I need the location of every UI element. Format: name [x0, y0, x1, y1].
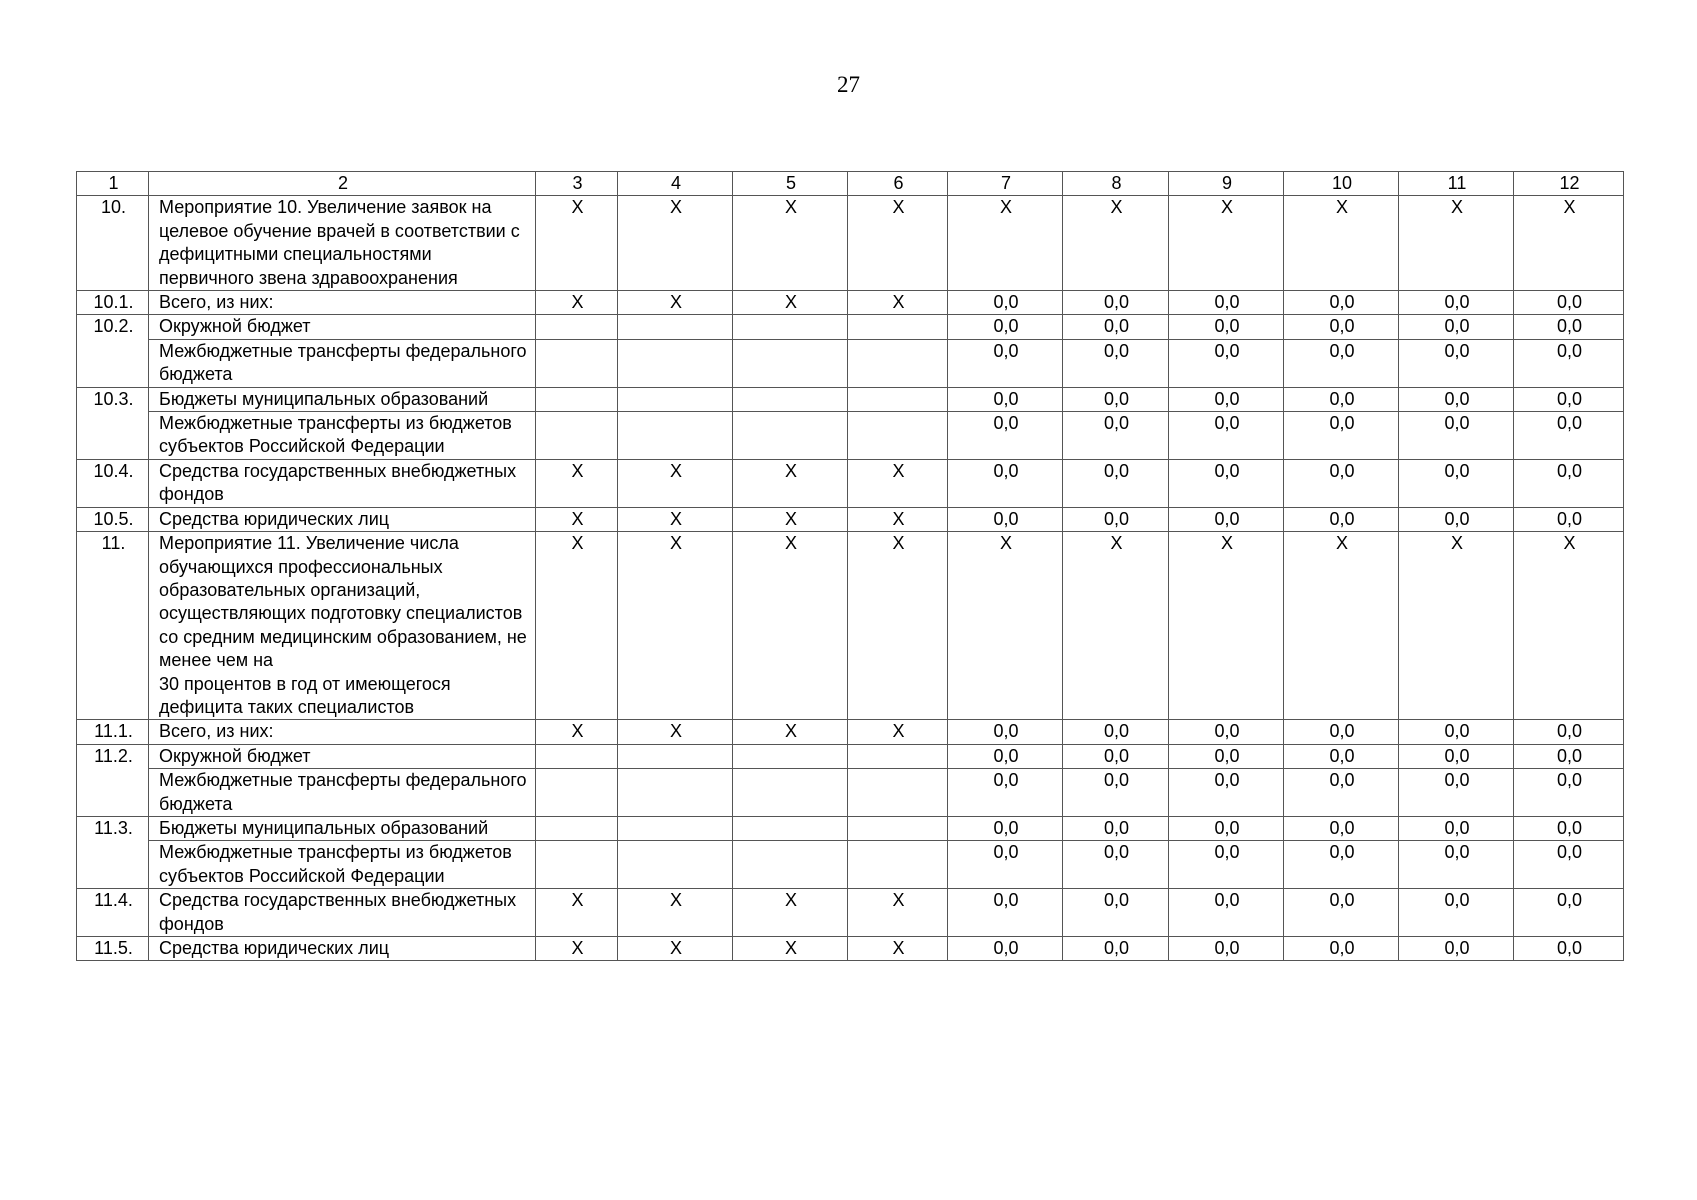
value-cell-col-6 — [848, 841, 948, 889]
value-cell-col-5: Х — [733, 889, 848, 937]
value-cell-col-12: 0,0 — [1514, 744, 1624, 768]
value-cell-col-11: 0,0 — [1399, 889, 1514, 937]
value-cell-col-3 — [536, 841, 618, 889]
value-cell-col-10: 0,0 — [1284, 720, 1399, 744]
value-cell-col-4 — [618, 816, 733, 840]
row-number-cell: 10.1. — [77, 291, 149, 315]
value-cell-col-10: 0,0 — [1284, 315, 1399, 339]
value-cell-col-9: 0,0 — [1169, 937, 1284, 961]
value-cell-col-10: 0,0 — [1284, 507, 1399, 531]
value-cell-col-10: 0,0 — [1284, 387, 1399, 411]
value-cell-col-3 — [536, 412, 618, 460]
value-cell-col-8: 0,0 — [1063, 459, 1169, 507]
value-cell-col-9: 0,0 — [1169, 291, 1284, 315]
value-cell-col-7: 0,0 — [948, 769, 1063, 817]
table-row — [77, 507, 1624, 531]
value-cell-col-8: 0,0 — [1063, 744, 1169, 768]
row-name-cell: Межбюджетные трансферты из бюджетов субъектов Российской Федерации — [149, 841, 536, 889]
row-number-cell: 10.3. — [77, 387, 149, 459]
value-cell-col-11: Х — [1399, 196, 1514, 291]
value-cell-col-7: 0,0 — [948, 720, 1063, 744]
value-cell-col-12: 0,0 — [1514, 507, 1624, 531]
header-cell: 2 — [149, 172, 536, 196]
value-cell-col-7: 0,0 — [948, 889, 1063, 937]
value-cell-col-4 — [618, 339, 733, 387]
value-cell-col-3: Х — [536, 937, 618, 961]
row-name-cell: Мероприятие 11. Увеличение числа обучающихся профессиональных образовательных организаций, осуществляющих подготовку специалистов со средним медицинским образованием, не менее чем на 30 процентов в год от имеющегося дефицита таких специалистов — [149, 532, 536, 720]
value-cell-col-7: Х — [948, 532, 1063, 720]
value-cell-col-12: 0,0 — [1514, 291, 1624, 315]
value-cell-col-8: 0,0 — [1063, 412, 1169, 460]
value-cell-col-6 — [848, 315, 948, 339]
value-cell-col-4: Х — [618, 507, 733, 531]
value-cell-col-10: 0,0 — [1284, 937, 1399, 961]
value-cell-col-11: 0,0 — [1399, 720, 1514, 744]
header-cell: 6 — [848, 172, 948, 196]
row-name-cell: Бюджеты муниципальных образований — [149, 816, 536, 840]
table-row — [77, 291, 1624, 315]
value-cell-col-12: 0,0 — [1514, 889, 1624, 937]
value-cell-col-4: Х — [618, 196, 733, 291]
table-row — [77, 769, 1624, 817]
value-cell-col-3 — [536, 816, 618, 840]
row-number-cell: 11.4. — [77, 889, 149, 937]
value-cell-col-12: 0,0 — [1514, 315, 1624, 339]
page-number: 27 — [837, 72, 860, 97]
value-cell-col-12: Х — [1514, 532, 1624, 720]
value-cell-col-8: 0,0 — [1063, 339, 1169, 387]
value-cell-col-10: Х — [1284, 532, 1399, 720]
value-cell-col-5: Х — [733, 720, 848, 744]
value-cell-col-6: Х — [848, 196, 948, 291]
header-cell: 4 — [618, 172, 733, 196]
value-cell-col-8: Х — [1063, 196, 1169, 291]
value-cell-col-3 — [536, 387, 618, 411]
value-cell-col-5 — [733, 841, 848, 889]
value-cell-col-7: 0,0 — [948, 459, 1063, 507]
value-cell-col-6: Х — [848, 507, 948, 531]
value-cell-col-4 — [618, 744, 733, 768]
value-cell-col-5 — [733, 816, 848, 840]
row-number-cell: 10.2. — [77, 315, 149, 387]
header-cell: 1 — [77, 172, 149, 196]
table-row — [77, 196, 1624, 291]
value-cell-col-6: Х — [848, 459, 948, 507]
value-cell-col-4: Х — [618, 459, 733, 507]
value-cell-col-12: Х — [1514, 196, 1624, 291]
value-cell-col-7: 0,0 — [948, 841, 1063, 889]
row-name-cell: Окружной бюджет — [149, 744, 536, 768]
value-cell-col-9: 0,0 — [1169, 507, 1284, 531]
value-cell-col-11: 0,0 — [1399, 841, 1514, 889]
value-cell-col-3 — [536, 339, 618, 387]
value-cell-col-8: 0,0 — [1063, 889, 1169, 937]
value-cell-col-4 — [618, 841, 733, 889]
table-row — [77, 387, 1624, 411]
value-cell-col-3: Х — [536, 720, 618, 744]
value-cell-col-10: 0,0 — [1284, 769, 1399, 817]
value-cell-col-3: Х — [536, 459, 618, 507]
row-name-cell: Межбюджетные трансферты федерального бюджета — [149, 769, 536, 817]
row-name-cell: Средства юридических лиц — [149, 937, 536, 961]
value-cell-col-5 — [733, 387, 848, 411]
value-cell-col-5 — [733, 744, 848, 768]
table-row — [77, 315, 1624, 339]
value-cell-col-4 — [618, 769, 733, 817]
value-cell-col-12: 0,0 — [1514, 841, 1624, 889]
value-cell-col-10: 0,0 — [1284, 291, 1399, 315]
value-cell-col-5: Х — [733, 532, 848, 720]
value-cell-col-3: Х — [536, 532, 618, 720]
table-row — [77, 720, 1624, 744]
row-name-cell: Мероприятие 10. Увеличение заявок на целевое обучение врачей в соответствии с дефицитными специальностями первичного звена здравоохранения — [149, 196, 536, 291]
value-cell-col-11: 0,0 — [1399, 769, 1514, 817]
table-row — [77, 841, 1624, 889]
value-cell-col-8: 0,0 — [1063, 769, 1169, 817]
value-cell-col-7: 0,0 — [948, 744, 1063, 768]
value-cell-col-3 — [536, 315, 618, 339]
value-cell-col-9: 0,0 — [1169, 769, 1284, 817]
value-cell-col-6 — [848, 339, 948, 387]
value-cell-col-4: Х — [618, 937, 733, 961]
value-cell-col-5: Х — [733, 937, 848, 961]
value-cell-col-9: 0,0 — [1169, 387, 1284, 411]
value-cell-col-3: Х — [536, 196, 618, 291]
value-cell-col-6 — [848, 744, 948, 768]
value-cell-col-6 — [848, 387, 948, 411]
value-cell-col-9: 0,0 — [1169, 315, 1284, 339]
row-number-cell: 11.3. — [77, 816, 149, 888]
value-cell-col-5 — [733, 339, 848, 387]
table-row — [77, 744, 1624, 768]
value-cell-col-4 — [618, 315, 733, 339]
value-cell-col-6 — [848, 769, 948, 817]
value-cell-col-5 — [733, 769, 848, 817]
value-cell-col-9: Х — [1169, 196, 1284, 291]
row-name-cell: Средства юридических лиц — [149, 507, 536, 531]
row-name-cell: Межбюджетные трансферты федерального бюджета — [149, 339, 536, 387]
value-cell-col-7: 0,0 — [948, 507, 1063, 531]
table-body — [77, 172, 1624, 961]
value-cell-col-9: 0,0 — [1169, 889, 1284, 937]
value-cell-col-11: 0,0 — [1399, 744, 1514, 768]
header-row — [77, 172, 1624, 196]
value-cell-col-11: 0,0 — [1399, 412, 1514, 460]
value-cell-col-3: Х — [536, 291, 618, 315]
value-cell-col-5: Х — [733, 291, 848, 315]
value-cell-col-6 — [848, 816, 948, 840]
table-row — [77, 459, 1624, 507]
value-cell-col-10: Х — [1284, 196, 1399, 291]
value-cell-col-10: 0,0 — [1284, 459, 1399, 507]
value-cell-col-9: 0,0 — [1169, 816, 1284, 840]
value-cell-col-8: 0,0 — [1063, 387, 1169, 411]
table-row — [77, 339, 1624, 387]
row-number-cell: 10. — [77, 196, 149, 291]
value-cell-col-12: 0,0 — [1514, 459, 1624, 507]
row-number-cell: 11.2. — [77, 744, 149, 816]
value-cell-col-7: 0,0 — [948, 387, 1063, 411]
header-cell: 10 — [1284, 172, 1399, 196]
table-row — [77, 889, 1624, 937]
header-cell: 5 — [733, 172, 848, 196]
value-cell-col-8: 0,0 — [1063, 315, 1169, 339]
value-cell-col-10: 0,0 — [1284, 339, 1399, 387]
value-cell-col-7: 0,0 — [948, 816, 1063, 840]
value-cell-col-4: Х — [618, 720, 733, 744]
row-name-cell: Средства государственных внебюджетных фондов — [149, 889, 536, 937]
value-cell-col-9: 0,0 — [1169, 339, 1284, 387]
row-number-cell: 11. — [77, 532, 149, 720]
value-cell-col-5 — [733, 315, 848, 339]
value-cell-col-11: Х — [1399, 532, 1514, 720]
header-cell: 7 — [948, 172, 1063, 196]
value-cell-col-7: 0,0 — [948, 339, 1063, 387]
value-cell-col-3: Х — [536, 889, 618, 937]
value-cell-col-8: 0,0 — [1063, 507, 1169, 531]
value-cell-col-5: Х — [733, 459, 848, 507]
value-cell-col-9: 0,0 — [1169, 841, 1284, 889]
value-cell-col-4: Х — [618, 889, 733, 937]
value-cell-col-6: Х — [848, 720, 948, 744]
row-number-cell: 11.1. — [77, 720, 149, 744]
value-cell-col-8: 0,0 — [1063, 720, 1169, 744]
value-cell-col-11: 0,0 — [1399, 937, 1514, 961]
header-cell: 9 — [1169, 172, 1284, 196]
value-cell-col-12: 0,0 — [1514, 339, 1624, 387]
value-cell-col-11: 0,0 — [1399, 507, 1514, 531]
value-cell-col-11: 0,0 — [1399, 339, 1514, 387]
value-cell-col-9: Х — [1169, 532, 1284, 720]
value-cell-col-12: 0,0 — [1514, 412, 1624, 460]
table-row — [77, 412, 1624, 460]
value-cell-col-5: Х — [733, 507, 848, 531]
value-cell-col-6: Х — [848, 889, 948, 937]
value-cell-col-8: 0,0 — [1063, 816, 1169, 840]
value-cell-col-7: 0,0 — [948, 315, 1063, 339]
row-name-cell: Бюджеты муниципальных образований — [149, 387, 536, 411]
value-cell-col-11: 0,0 — [1399, 387, 1514, 411]
row-name-cell: Окружной бюджет — [149, 315, 536, 339]
value-cell-col-3 — [536, 744, 618, 768]
row-name-cell: Всего, из них: — [149, 720, 536, 744]
value-cell-col-9: 0,0 — [1169, 720, 1284, 744]
value-cell-col-12: 0,0 — [1514, 720, 1624, 744]
value-cell-col-9: 0,0 — [1169, 459, 1284, 507]
row-number-cell: 11.5. — [77, 937, 149, 961]
value-cell-col-3 — [536, 769, 618, 817]
value-cell-col-7: 0,0 — [948, 412, 1063, 460]
value-cell-col-11: 0,0 — [1399, 315, 1514, 339]
value-cell-col-6: Х — [848, 291, 948, 315]
value-cell-col-10: 0,0 — [1284, 816, 1399, 840]
value-cell-col-7: 0,0 — [948, 937, 1063, 961]
value-cell-col-11: 0,0 — [1399, 459, 1514, 507]
budget-table — [76, 171, 1624, 961]
value-cell-col-12: 0,0 — [1514, 387, 1624, 411]
value-cell-col-8: 0,0 — [1063, 937, 1169, 961]
value-cell-col-10: 0,0 — [1284, 841, 1399, 889]
row-number-cell: 10.5. — [77, 507, 149, 531]
row-name-cell: Средства государственных внебюджетных фондов — [149, 459, 536, 507]
value-cell-col-9: 0,0 — [1169, 412, 1284, 460]
value-cell-col-3: Х — [536, 507, 618, 531]
header-cell: 12 — [1514, 172, 1624, 196]
value-cell-col-10: 0,0 — [1284, 744, 1399, 768]
value-cell-col-5 — [733, 412, 848, 460]
table-row — [77, 532, 1624, 720]
value-cell-col-6: Х — [848, 937, 948, 961]
value-cell-col-8: 0,0 — [1063, 841, 1169, 889]
value-cell-col-4: Х — [618, 291, 733, 315]
table-row — [77, 816, 1624, 840]
value-cell-col-4 — [618, 387, 733, 411]
value-cell-col-12: 0,0 — [1514, 816, 1624, 840]
value-cell-col-8: 0,0 — [1063, 291, 1169, 315]
table-row — [77, 937, 1624, 961]
value-cell-col-6 — [848, 412, 948, 460]
value-cell-col-12: 0,0 — [1514, 769, 1624, 817]
value-cell-col-4 — [618, 412, 733, 460]
value-cell-col-4: Х — [618, 532, 733, 720]
value-cell-col-10: 0,0 — [1284, 412, 1399, 460]
row-name-cell: Всего, из них: — [149, 291, 536, 315]
value-cell-col-12: 0,0 — [1514, 937, 1624, 961]
value-cell-col-10: 0,0 — [1284, 889, 1399, 937]
value-cell-col-9: 0,0 — [1169, 744, 1284, 768]
value-cell-col-11: 0,0 — [1399, 816, 1514, 840]
value-cell-col-7: 0,0 — [948, 291, 1063, 315]
header-cell: 11 — [1399, 172, 1514, 196]
value-cell-col-8: Х — [1063, 532, 1169, 720]
value-cell-col-5: Х — [733, 196, 848, 291]
value-cell-col-6: Х — [848, 532, 948, 720]
value-cell-col-11: 0,0 — [1399, 291, 1514, 315]
row-name-cell: Межбюджетные трансферты из бюджетов субъектов Российской Федерации — [149, 412, 536, 460]
value-cell-col-7: Х — [948, 196, 1063, 291]
header-cell: 8 — [1063, 172, 1169, 196]
row-number-cell: 10.4. — [77, 459, 149, 507]
header-cell: 3 — [536, 172, 618, 196]
